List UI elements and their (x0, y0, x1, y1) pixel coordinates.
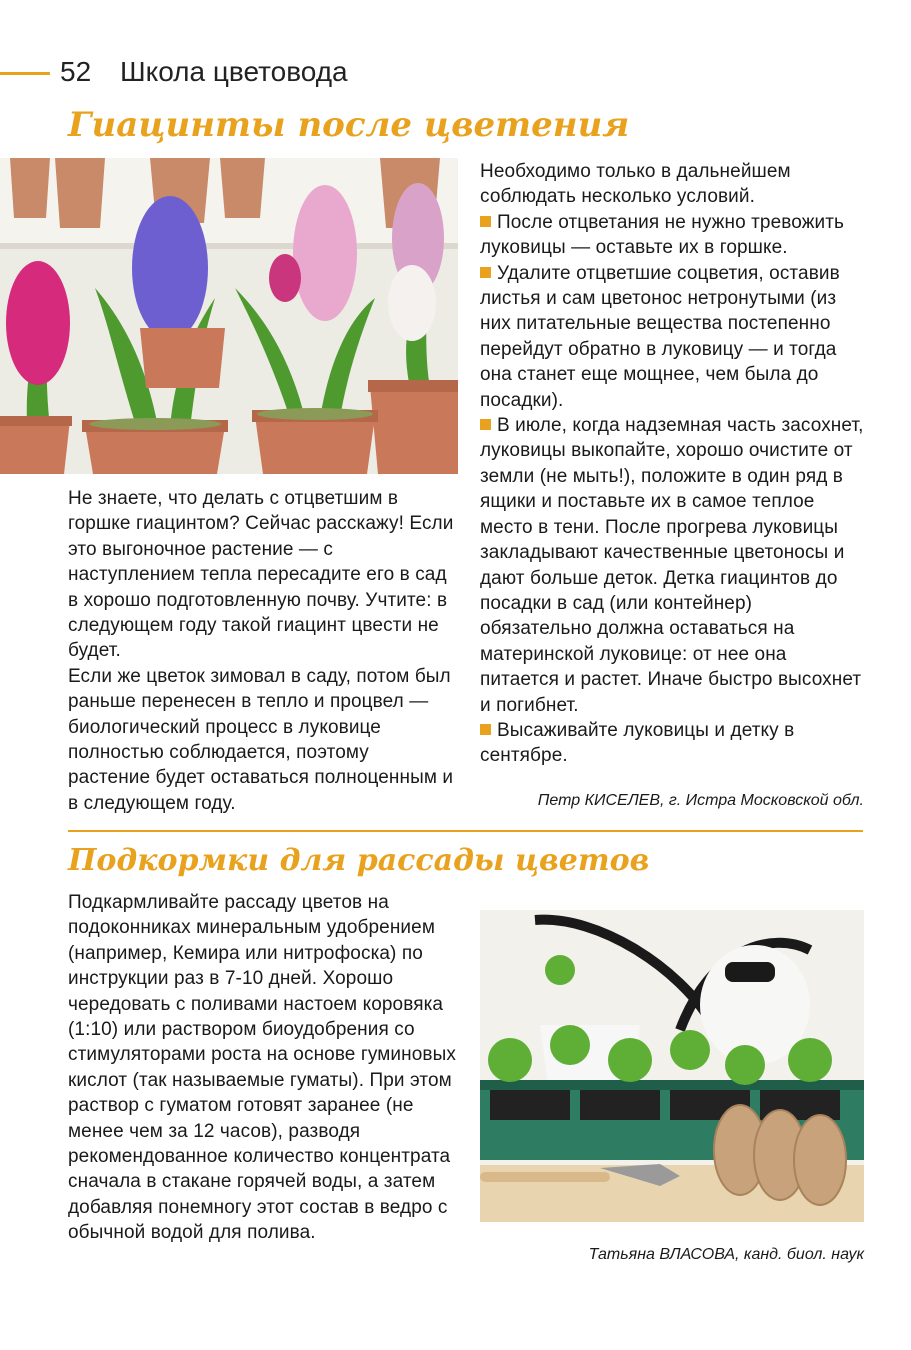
article-title: Подкормки для рассады цветов (68, 843, 650, 878)
header-rule (0, 72, 50, 75)
list-item (480, 210, 864, 261)
list-item-text: Высаживайте луковицы и детку в сентябре. (480, 719, 795, 767)
paragraph: Если же цветок зимовал в саду, потом был раньше перенесен в тепло и процвел — биологический процесс в луковице полностью соблюдается, поэтому растение будет оставаться полноценным и в следующем году. (68, 665, 454, 814)
list-item (480, 261, 864, 413)
hyacinth-photo (0, 158, 458, 474)
list-item (480, 718, 864, 769)
article1-column-left (68, 486, 456, 816)
paragraph: Подкармливайте рассаду цветов на подоконниках минеральным удобрением (например, Кемира или нитрофоска) по инструкции раз в 7-10 дней. Хорошо чередовать с поливами настоем коровяка (1:10) или раствором биоудобрения со стимуляторами роста на основе гуминовых кислот (так называемые гуматы). При этом раствор с гуматом готовят заранее (не менее чем за 12 часов), разводя рекомендованное количество концентрата сначала в стакане горячей воды, а затем добавляя понемногу этот состав в ведро с обычной водой для полива. (68, 892, 456, 1244)
bullet-square-icon (480, 267, 491, 278)
article1-column-right (480, 159, 864, 769)
seedlings-photo (480, 910, 864, 1222)
list-item-text: В июле, когда надземная часть засохнет, луковицы выкопайте, хорошо очистите от земли (не мыть!), положите в один ряд в ящики и поставьте их в самое теплое место в тени. После прогрева луковицы закладывают качественные цветоносы и дают больше деток. Детка гиацинтов до посадки в сад (или контейнер) обязательно должна оставаться на материнской луковице: от нее она питается и растет. Иначе быстро высохнет и погибнет. (480, 415, 864, 716)
bullet-square-icon (480, 724, 491, 735)
author-signature: Петр КИСЕЛЕВ, г. Истра Московской обл. (537, 792, 864, 809)
list-item-text: Удалите отцветшие соцветия, оставив листья и сам цветонос нетронутыми (из них питательные вещества постепенно перейдут обратно в луковицу — и тогда она станет еще мощнее, чем была до посадки). (480, 262, 840, 411)
list-item-text: После отцветания не нужно тревожить луковицы — оставьте их в горшке. (480, 211, 845, 259)
paragraph: Необходимо только в дальнейшем соблюдать несколько условий. (480, 161, 791, 208)
author-signature: Татьяна ВЛАСОВА, канд. биол. наук (588, 1246, 864, 1263)
page-number: 52 (60, 56, 92, 87)
paragraph: Не знаете, что делать с отцветшим в горшке гиацинтом? Сейчас расскажу! Если это выгоночное растение — с наступлением тепла пересадите его в сад в хорошо подготовленную почву. Учтите: в следующем году такой гиацинт цвести не будет. (68, 488, 454, 662)
article-divider (68, 830, 863, 832)
bullet-square-icon (480, 419, 491, 430)
list-item (480, 413, 864, 718)
article-title: Гиацинты после цветения (68, 105, 630, 145)
article2-text (68, 890, 456, 1246)
bullet-square-icon (480, 216, 491, 227)
section-title: Школа цветовода (120, 56, 348, 87)
